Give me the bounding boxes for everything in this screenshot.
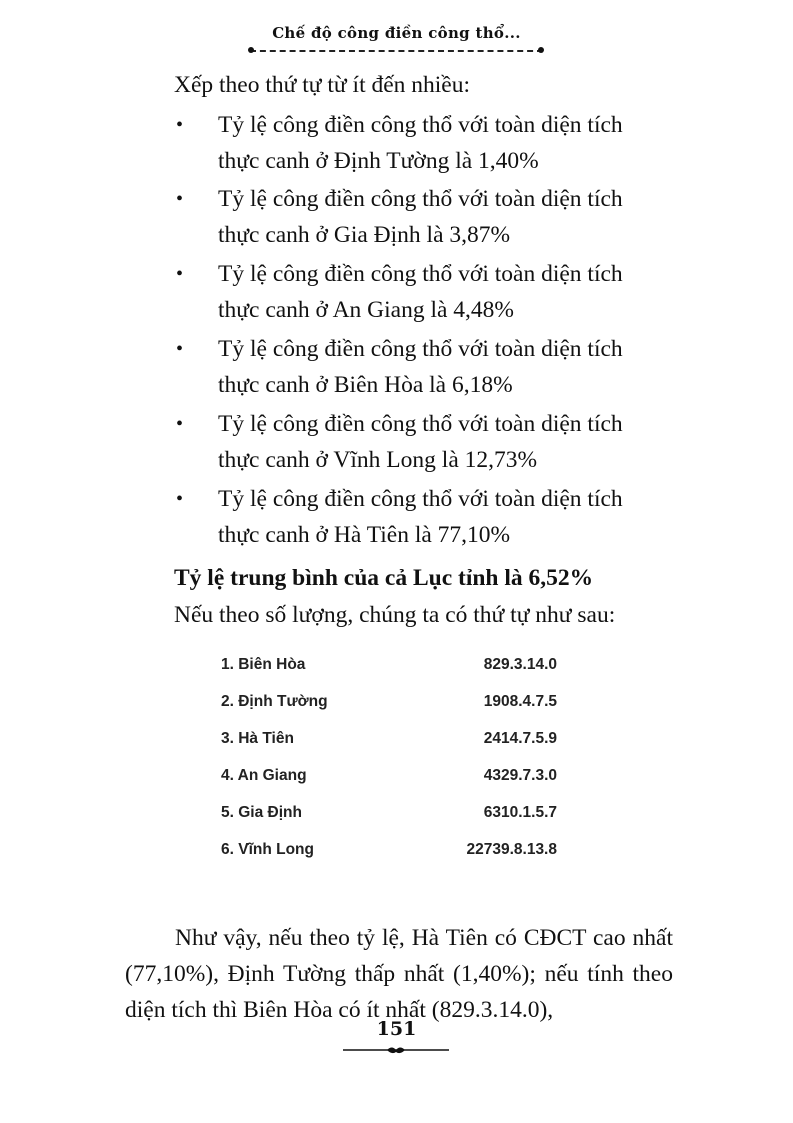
- bullet-icon: •: [176, 338, 184, 360]
- bullet-line: thực canh ở Gia Định là 3,87%: [218, 222, 511, 248]
- bullet-line: Tỷ lệ công điền công thổ với toàn diện tích: [218, 112, 623, 138]
- bullet-icon: •: [176, 413, 184, 435]
- bullet-icon: •: [176, 488, 184, 510]
- quantity-intro: Nếu theo số lượng, chúng ta có thứ tự như sau:: [174, 602, 616, 628]
- bullet-line: Tỷ lệ công điền công thổ với toàn diện tích: [218, 261, 623, 287]
- table-row-value: 829.3.14.0: [483, 656, 557, 673]
- average-text: Tỷ lệ trung bình của cả Lục tỉnh là 6,52%: [174, 565, 594, 591]
- table-row-value: 22739.8.13.8: [466, 841, 557, 858]
- conclusion-paragraph: Như vậy, nếu theo tỷ lệ, Hà Tiên có CĐCT cao nhất (77,10%), Định Tường thấp nhất (1,40%); nếu tính theo diện tích thì Biên Hòa có ít nhất (829.3.14.0),: [125, 925, 673, 1023]
- bullet-line: thực canh ở Hà Tiên là 77,10%: [218, 522, 511, 548]
- bullet-line: Tỷ lệ công điền công thổ với toàn diện tích: [218, 486, 623, 512]
- bullet-line: thực canh ở Biên Hòa là 6,18%: [218, 372, 513, 398]
- bullet-icon: •: [176, 263, 184, 285]
- table-row-value: 4329.7.3.0: [483, 767, 557, 784]
- intro-text: Xếp theo thứ tự từ ít đến nhiều:: [174, 72, 471, 98]
- page-ornament: [343, 1046, 449, 1056]
- table-row-name: 5. Gia Định: [221, 804, 302, 821]
- table-row-name: 1. Biên Hòa: [221, 656, 306, 673]
- page-number: 151: [376, 1018, 417, 1040]
- bullet-line: thực canh ở Vĩnh Long là 12,73%: [218, 447, 538, 473]
- table-row-value: 6310.1.5.7: [483, 804, 557, 821]
- running-header: Chế độ công điền công thổ...: [272, 24, 521, 42]
- table-row-name: 6. Vĩnh Long: [221, 841, 314, 858]
- table-row-name: 3. Hà Tiên: [221, 730, 294, 747]
- bullet-line: thực canh ở An Giang là 4,48%: [218, 297, 514, 323]
- bullet-icon: •: [176, 188, 184, 210]
- divider-dot: [538, 47, 544, 53]
- bullet-line: Tỷ lệ công điền công thổ với toàn diện tích: [218, 336, 623, 362]
- divider-dot: [248, 47, 254, 53]
- table-row-value: 1908.4.7.5: [483, 693, 557, 710]
- bullet-line: thực canh ở Định Tường là 1,40%: [218, 148, 539, 174]
- bullet-line: Tỷ lệ công điền công thổ với toàn diện tích: [218, 411, 623, 437]
- table-row-value: 2414.7.5.9: [483, 730, 557, 747]
- bullet-line: Tỷ lệ công điền công thổ với toàn diện tích: [218, 186, 623, 212]
- bullet-icon: •: [176, 114, 184, 136]
- table-row-name: 4. An Giang: [221, 767, 307, 784]
- header-divider: [250, 50, 543, 52]
- table-row-name: 2. Định Tường: [221, 693, 328, 710]
